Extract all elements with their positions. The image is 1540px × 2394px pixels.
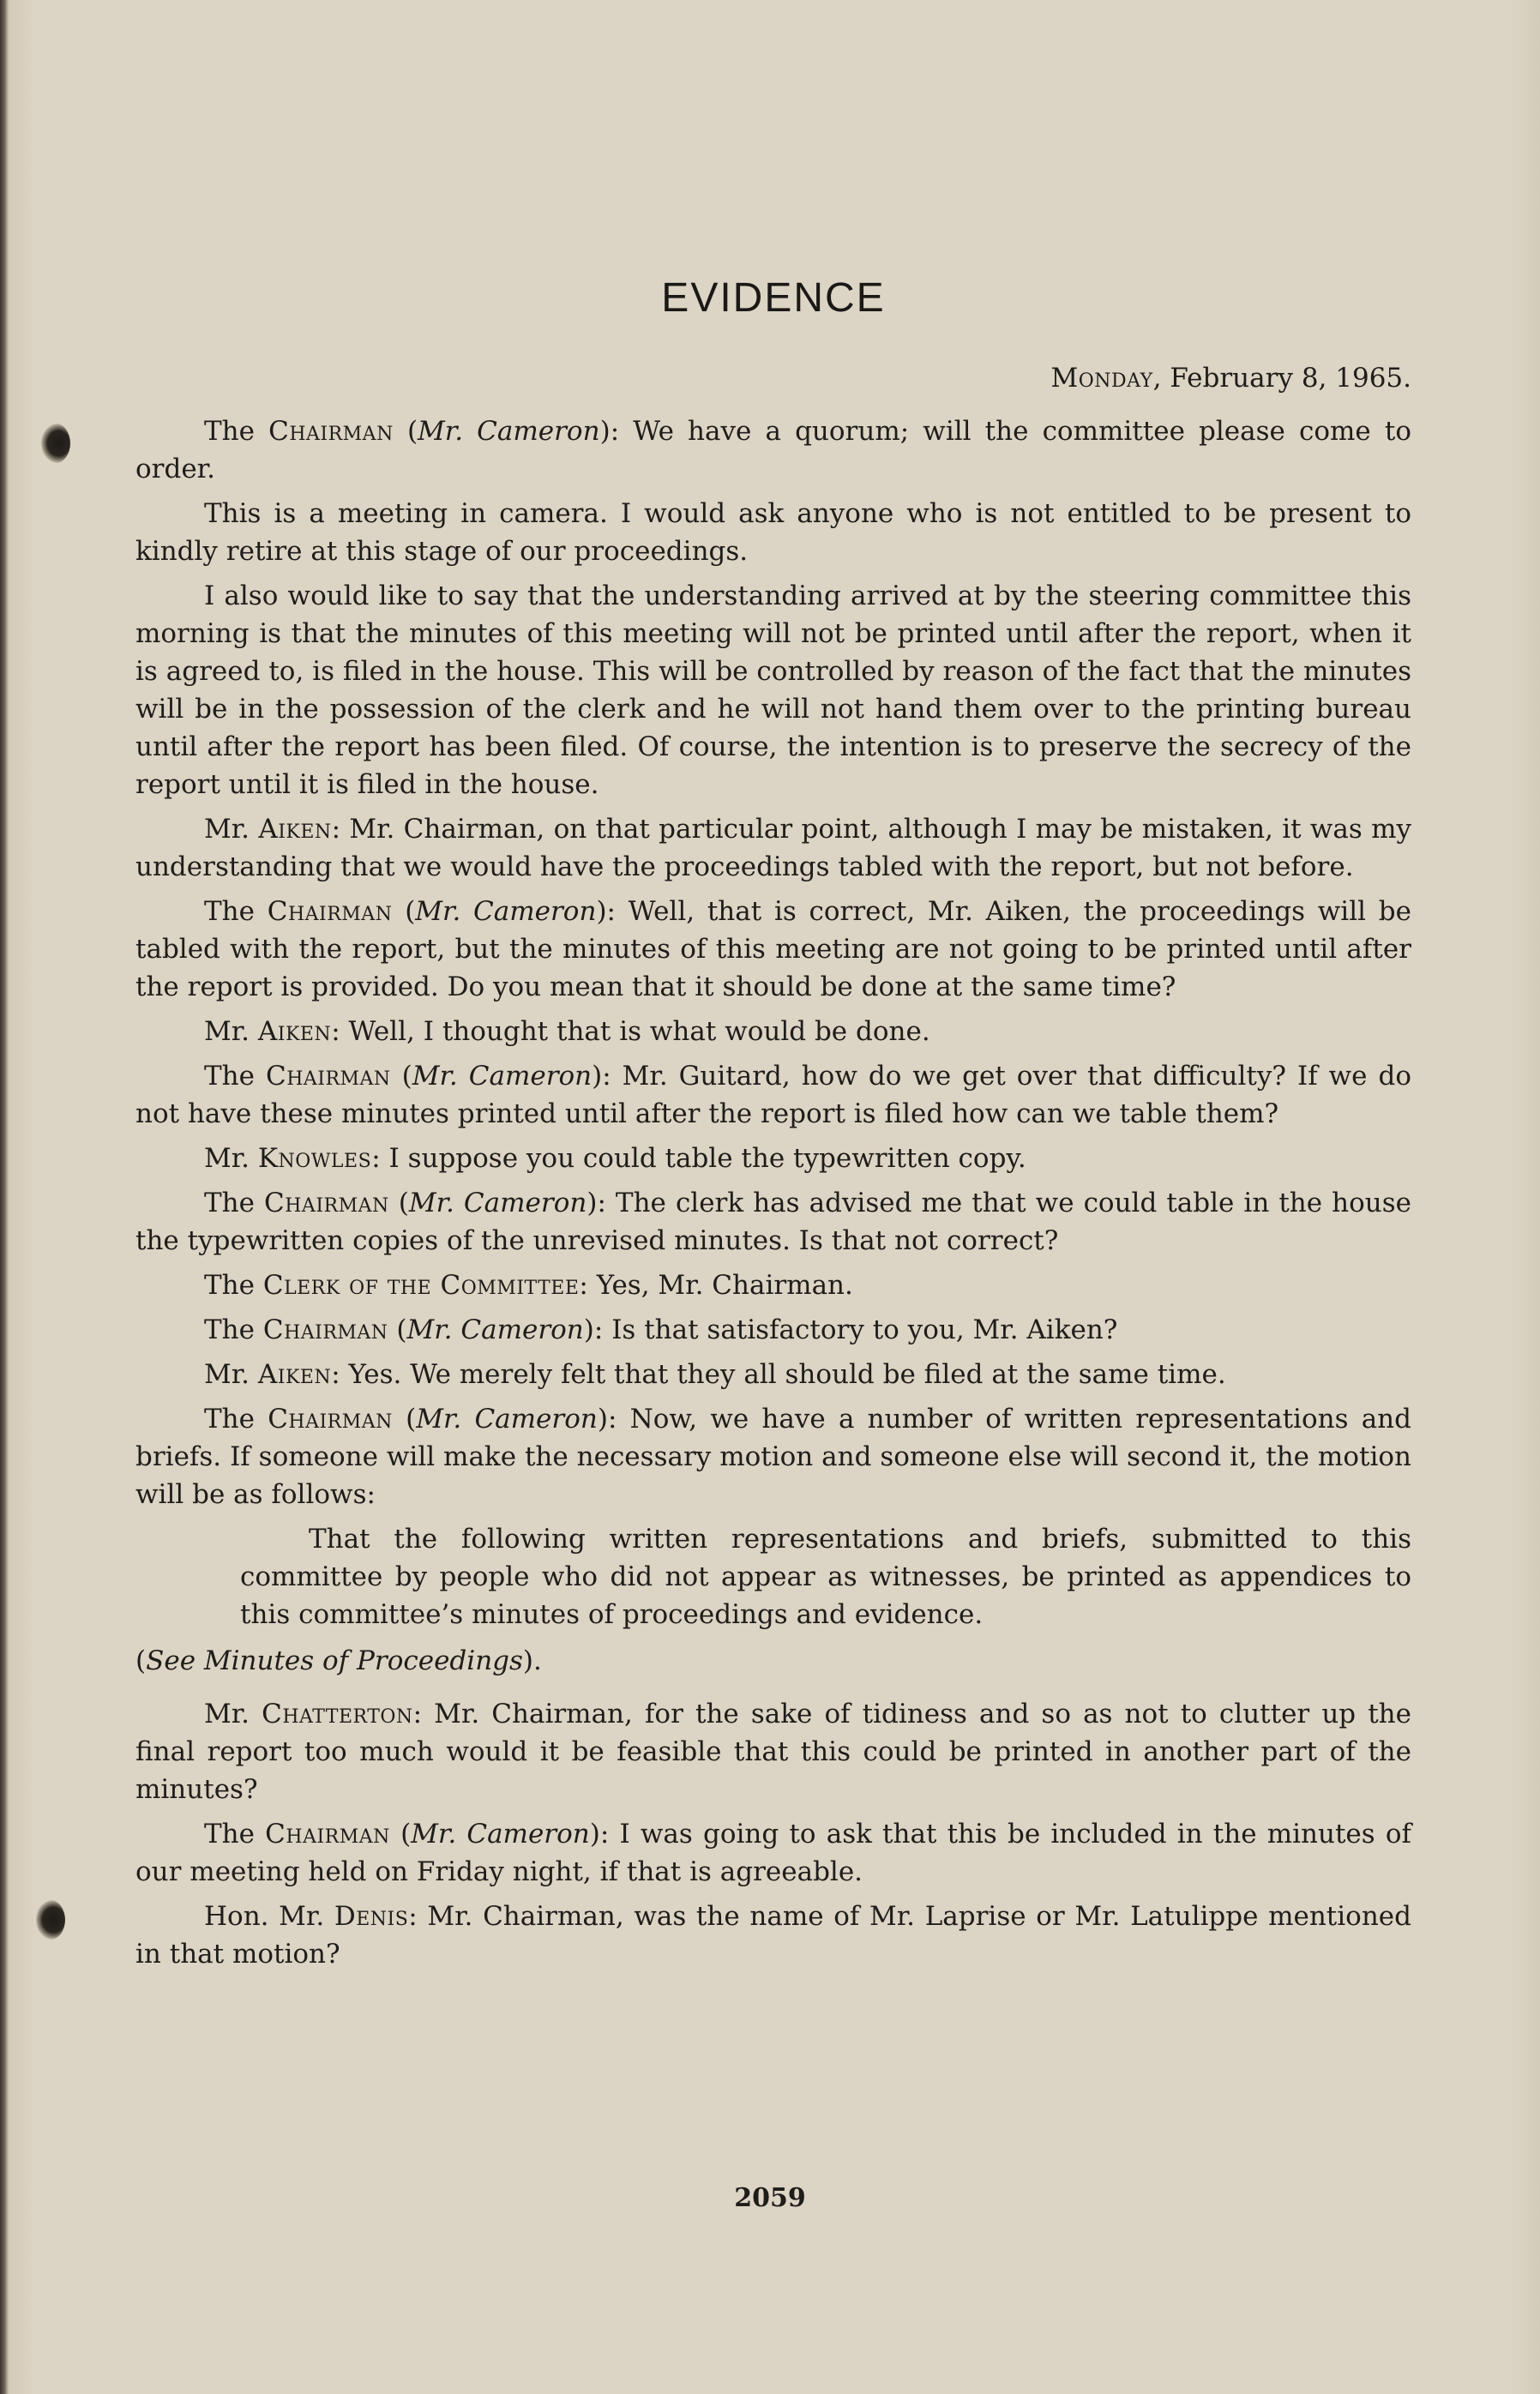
- paragraph-text: : I suppose you could table the typewritten copy.: [371, 1143, 1026, 1174]
- speaker-name: Chatterton: [262, 1699, 413, 1729]
- speaker-role: Mr. Cameron: [411, 1819, 590, 1850]
- speaker-name: Aiken: [257, 1359, 332, 1390]
- transcript-paragraph: The Chairman (Mr. Cameron): Mr. Guitard, how do we get over that difficulty? If we do not have these minutes printed until after the report is filed how can we table them?: [135, 1061, 1412, 1129]
- dateline: [135, 363, 1411, 394]
- transcript-paragraph: The Chairman (Mr. Cameron): Now, we have a number of written representations and briefs. If someone will make the necessary motion and someone else will second it, the motion will be as follows:: [135, 1404, 1411, 1510]
- punch-hole: [41, 424, 70, 463]
- paragraph-text: : Mr. Chairman, on that particular point, although I may be mistaken, it was my understanding that we would have the proceedings tabled with the report, but not before.: [135, 814, 1411, 882]
- speaker-role: Mr. Cameron: [406, 1314, 584, 1345]
- quote-reference-text: See Minutes of Proceedings: [146, 1645, 523, 1676]
- speaker-prefix: Mr.: [204, 1016, 258, 1047]
- transcript-paragraph: [135, 495, 1411, 570]
- date-rest: , February 8, 1965.: [1152, 363, 1411, 394]
- transcript-paragraph: The Chairman (Mr. Cameron): I was going to ask that this be included in the minutes of our meeting held on Friday night, if that is agreeable.: [135, 1819, 1411, 1887]
- speaker-name: Denis: [334, 1901, 409, 1932]
- transcript-paragraph: The Chairman (Mr. Cameron): Well, that is correct, Mr. Aiken, the proceedings will be tabled with the report, but the minutes of this meeting are not going to be printed until after the report is provided. Do you mean that it should be done at the same time?: [135, 896, 1411, 1002]
- paragraph-text: : I was going to ask that this be included in the minutes of our meeting held on Friday night, if that is agreeable.: [135, 1819, 1411, 1887]
- speaker-prefix: Mr.: [204, 1143, 258, 1174]
- transcript-paragraph: [135, 810, 1411, 886]
- transcript-section: [135, 1695, 1411, 1973]
- transcript-paragraph: The Chairman (Mr. Cameron): We have a quorum; will the committee please come to order.: [135, 416, 1411, 484]
- quote-reference: (See Minutes of Proceedings).: [135, 1645, 542, 1676]
- speaker-name: Chairman: [264, 1188, 389, 1218]
- transcript-paragraph: [135, 577, 1411, 803]
- motion-quote: That the following written representations and briefs, submitted to this committee by people who did not appear as witnesses, be printed as appendices to this committee’s minutes of proceedings and evidence.: [240, 1524, 1411, 1630]
- paragraph-text: : Well, I thought that is what would be done.: [331, 1016, 930, 1047]
- speaker-name: Aiken: [257, 1016, 332, 1047]
- paragraph-text: I also would like to say that the understanding arrived at by the steering committee this morning is that the minutes of this meeting will not be printed until after the report, when it is agreed to, is filed in the house. This will be controlled by reason of the fact that the minutes will be in the possession of the clerk and he will not hand them over to the printing bureau until after the report has been filed. Of course, the intention is to preserve the secrecy of the report until it is filed in the house.: [135, 580, 1411, 800]
- transcript-paragraph: The Chairman (Mr. Cameron): Is that satisfactory to you, Mr. Aiken?: [204, 1314, 1118, 1345]
- paragraph-text: : Mr. Chairman, was the name of Mr. Laprise or Mr. Latulippe mentioned in that motion?: [135, 1901, 1412, 1970]
- paragraph-text: : Yes. We merely felt that they all should be filed at the same time.: [331, 1359, 1226, 1390]
- transcript-paragraph: [135, 1695, 1411, 1808]
- speaker-role: Mr. Cameron: [408, 1188, 587, 1218]
- page-number: 2059: [734, 2183, 806, 2213]
- page-content: [135, 274, 1411, 1980]
- speaker-role: Mr. Cameron: [415, 896, 597, 927]
- transcript-paragraph: [135, 1356, 1411, 1393]
- speaker-role: Mr. Cameron: [416, 1404, 598, 1435]
- speaker-name: Chairman: [262, 1314, 388, 1345]
- paragraph-text: : Mr. Guitard, how do we get over that difficulty? If we do not have these minutes printed until after the report is filed how can we table them?: [135, 1061, 1412, 1129]
- speaker-name: Aiken: [258, 814, 332, 845]
- transcript-paragraph: [135, 1013, 1411, 1050]
- paragraph-text: This is a meeting in camera. I would ask anyone who is not entitled to be present to kindly retire at this stage of our proceedings.: [135, 498, 1411, 567]
- punch-hole: [36, 1900, 65, 1940]
- transcript-paragraph: [135, 1898, 1411, 1973]
- transcript-paragraph: The Chairman (Mr. Cameron): The clerk has advised me that we could table in the house the typewritten copies of the unrevised minutes. Is that not correct?: [135, 1188, 1412, 1256]
- speaker-name: Chairman: [265, 1061, 391, 1092]
- speaker-prefix: Mr.: [204, 1699, 262, 1729]
- speaker-name: Chairman: [268, 1404, 393, 1435]
- speaker-prefix: Mr.: [204, 1359, 258, 1390]
- paragraph-text: : We have a quorum; will the committee please come to order.: [135, 416, 1411, 484]
- transcript-section: [135, 412, 1411, 1513]
- speaker-name: Chairman: [267, 896, 393, 927]
- speaker-name: Clerk of the Committee: [262, 1270, 580, 1301]
- speaker-role: Mr. Cameron: [418, 416, 600, 447]
- binding-edge: [0, 0, 9, 2394]
- date-day: Monday: [1050, 363, 1153, 394]
- paragraph-text: : Mr. Chairman, for the sake of tidiness and so as not to clutter up the final report too much would it be feasible that this could be printed in another part of the minutes?: [135, 1699, 1411, 1805]
- speaker-prefix: Mr.: [204, 814, 259, 845]
- speaker-name: Chairman: [265, 1819, 390, 1850]
- speaker-role: Mr. Cameron: [412, 1061, 593, 1092]
- speaker-name: Knowles: [257, 1143, 372, 1174]
- speaker-prefix: Hon. Mr.: [204, 1901, 334, 1932]
- transcript-paragraph: The Clerk of the Committee: Yes, Mr. Chairman.: [204, 1270, 853, 1301]
- paragraph-text: : Yes, Mr. Chairman.: [579, 1270, 853, 1301]
- paragraph-text: : Now, we have a number of written representations and briefs. If someone will make the necessary motion and someone else will second it, the motion will be as follows:: [135, 1404, 1411, 1510]
- page-heading: EVIDENCE: [661, 275, 886, 321]
- transcript-paragraph: [135, 1140, 1411, 1177]
- paragraph-text: : Is that satisfactory to you, Mr. Aiken?: [593, 1314, 1118, 1345]
- paragraph-text: : The clerk has advised me that we could table in the house the typewritten copies of the unrevised minutes. Is that not correct?: [135, 1188, 1412, 1256]
- speaker-name: Chairman: [268, 416, 394, 447]
- paragraph-text: : Well, that is correct, Mr. Aiken, the proceedings will be tabled with the report, but the minutes of this meeting are not going to be printed until after the report is provided. Do you mean that it should be done at the same time?: [135, 896, 1411, 1002]
